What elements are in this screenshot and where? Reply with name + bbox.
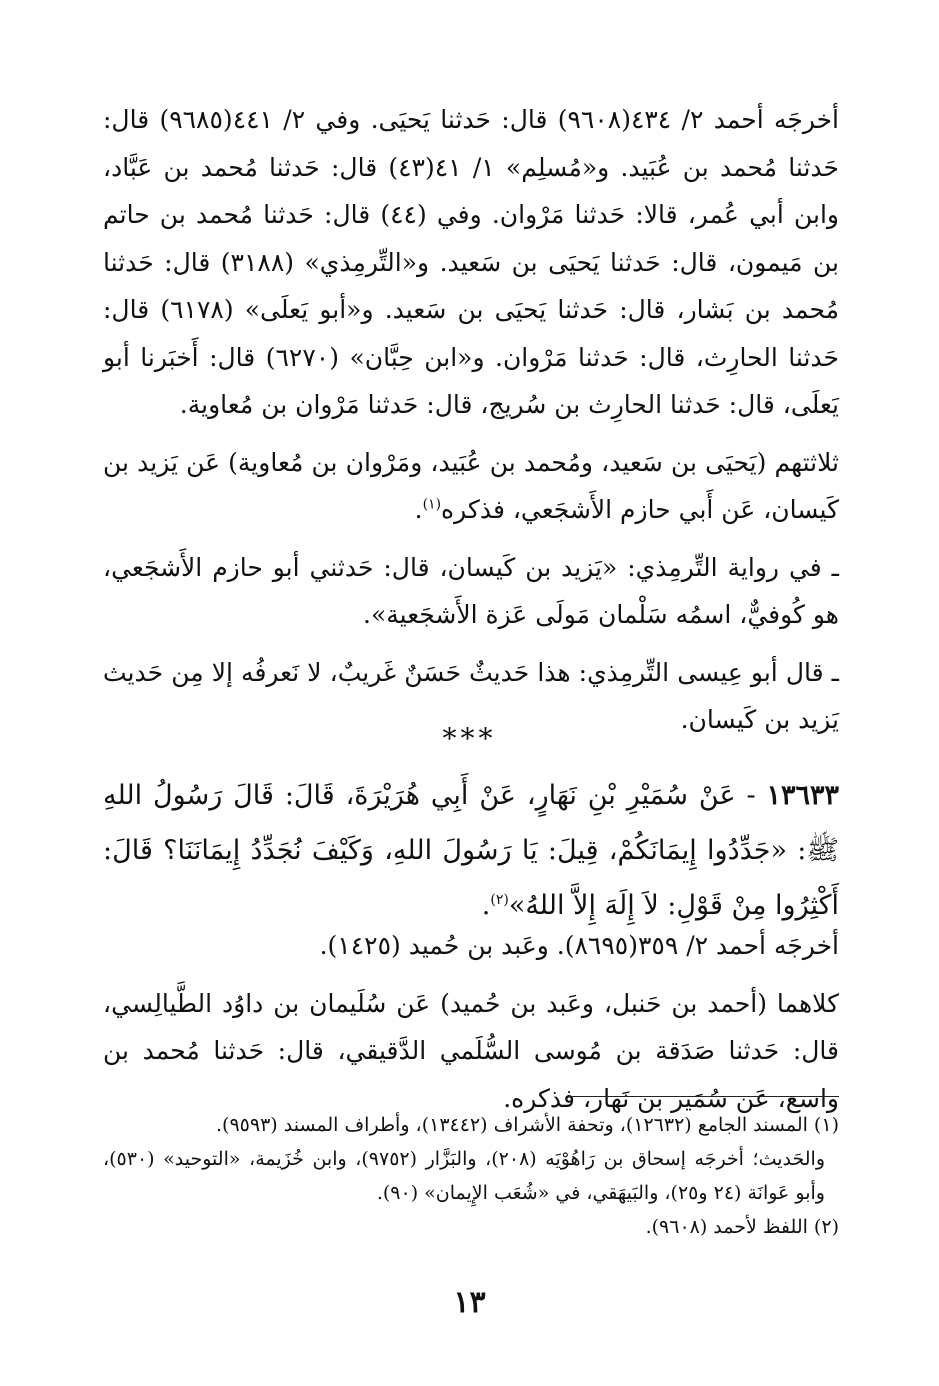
chain-summary-paragraph: ثلاثتهم (يَحيَى بن سَعيد، ومُحمد بن عُبَيد، ومَرْوان بن مُعاوية) عَن يَزيد بن كَيسان، عَن أَبي حازم الأَشجَعي، فذكره$^{(١)}$. [103,447,839,524]
hadith-takhrij-block [103,922,839,1122]
footnote-1: (١) المسند الجامع (١٢٦٣٢)، وتحفة الأشراف (١٣٤٤٢)، وأطراف المسند (٩٥٩٣). [216,1114,839,1136]
main-text-block [103,96,839,744]
hadith-takhrij-paragraph: أخرجَه أحمد ٢/ ٣٥٩(٨٦٩٥). وعَبد بن حُميد (١٤٢٥). [319,931,839,960]
hadith-number: ١٣٦٣٣ [766,780,839,811]
footnotes-block [103,1108,839,1244]
footnote-ref-2[interactable]: (٢) [490,892,509,908]
hadith-chain-paragraph: كلاهما (أحمد بن حَنبل، وعَبد بن حُميد) عَن سُلَيمان بن داوُد الطَّيالِسي، قال: حَدثنا صَدَقة بن مُوسى السُّلَمي الدَّقيقي، قال: حَدثنا مُحمد بن واسع، عَن سُمَير بن نَهار، فذكره. [103,988,839,1113]
tirmidhi-grading-note: ـ قال أبو عِيسى التِّرمِذي: هذا حَديثٌ حَسَنٌ غَريبٌ، لا نَعرفُه إلا مِن حَديث يَزيد بن كَيسان. [103,657,839,734]
footnote-1-continuation: والحَديث؛ أخرجَه إسحاق بن رَاهُوْيَه (٢٠٨)، والبَزَّار (٩٧٥٢)، وابن خُزَيمة، «التوحيد» (٥٣٠)، وأبو عَوانَة (٢٤ و٢٥)، والبَيهَقي، في «شُعَب الإِيمان» (٩٠). [103,1148,825,1204]
hadith-text-end: . [481,890,491,921]
chain-summary-text: ثلاثتهم (يَحيَى بن سَعيد، ومُحمد بن عُبَيد، ومَرْوان بن مُعاوية) عَن يَزيد بن كَيسان، عَن أَبي حازم الأَشجَعي، فذكره [103,447,839,524]
page-number: ١٣ [453,1285,486,1320]
section-separator: *** [442,722,497,755]
footnote-ref-1[interactable]: (١) [422,496,442,513]
hadith-block [103,768,839,933]
takhrij-paragraph: أخرجَه أحمد ٢/ ٤٣٤(٩٦٠٨) قال: حَدثنا يَحيَى. وفي ٢/ ٤٤١(٩٦٨٥) قال: حَدثنا مُحمد بن عُبَيد. و«مُسلِم» ١/ ٤١(٤٣) قال: حَدثنا مُحمد بن عَبَّاد، وابن أبي عُمر، قالا: حَدثنا مَرْوان. وفي (٤٤) قال: حَدثنا مُحمد بن حاتم بن مَيمون، قال: حَدثنا يَحيَى بن سَعيد. و«التِّرمِذي» (٣١٨٨) قال: حَدثنا مُحمد بن بَشار، قال: حَدثنا يَحيَى بن سَعيد. و«أبو يَعلَى» (٦١٧٨) قال: حَدثنا الحارِث، قال: حَدثنا مَرْوان. و«ابن حِبَّان» (٦٢٧٠) قال: أَخبَرنا أبو يَعلَى، قال: حَدثنا الحارِث بن سُريج، قال: حَدثنا مَرْوان بن مُعاوية. [103,105,840,419]
footnote-divider [569,1096,839,1097]
hadith-text: - عَنْ سُمَيْرِ بْنِ نَهَارٍ، عَنْ أَبِي هُرَيْرَةَ، قَالَ: قَالَ رَسُولُ اللهِ ﷺ: «جَدِّدُوا إِيمَانَكُمْ، قِيلَ: يَا رَسُولَ اللهِ، وَكَيْفَ نُجَدِّدُ إِيمَانَنَا؟ قَالَ: أَكْثِرُوا مِنْ قَوْلِ: لاَ إِلَهَ إِلاَّ اللهُ» [103,780,839,921]
footnote-2: (٢) اللفظ لأحمد (٩٦٠٨). [645,1216,839,1238]
tirmidhi-narration-note: ـ في رواية التِّرمِذي: «يَزيد بن كَيسان، قال: حَدثني أبو حازم الأَشجَعي، هو كُوفيٌّ، اسمُه سَلْمان مَولَى عَزة الأَشجَعية». [103,552,840,629]
